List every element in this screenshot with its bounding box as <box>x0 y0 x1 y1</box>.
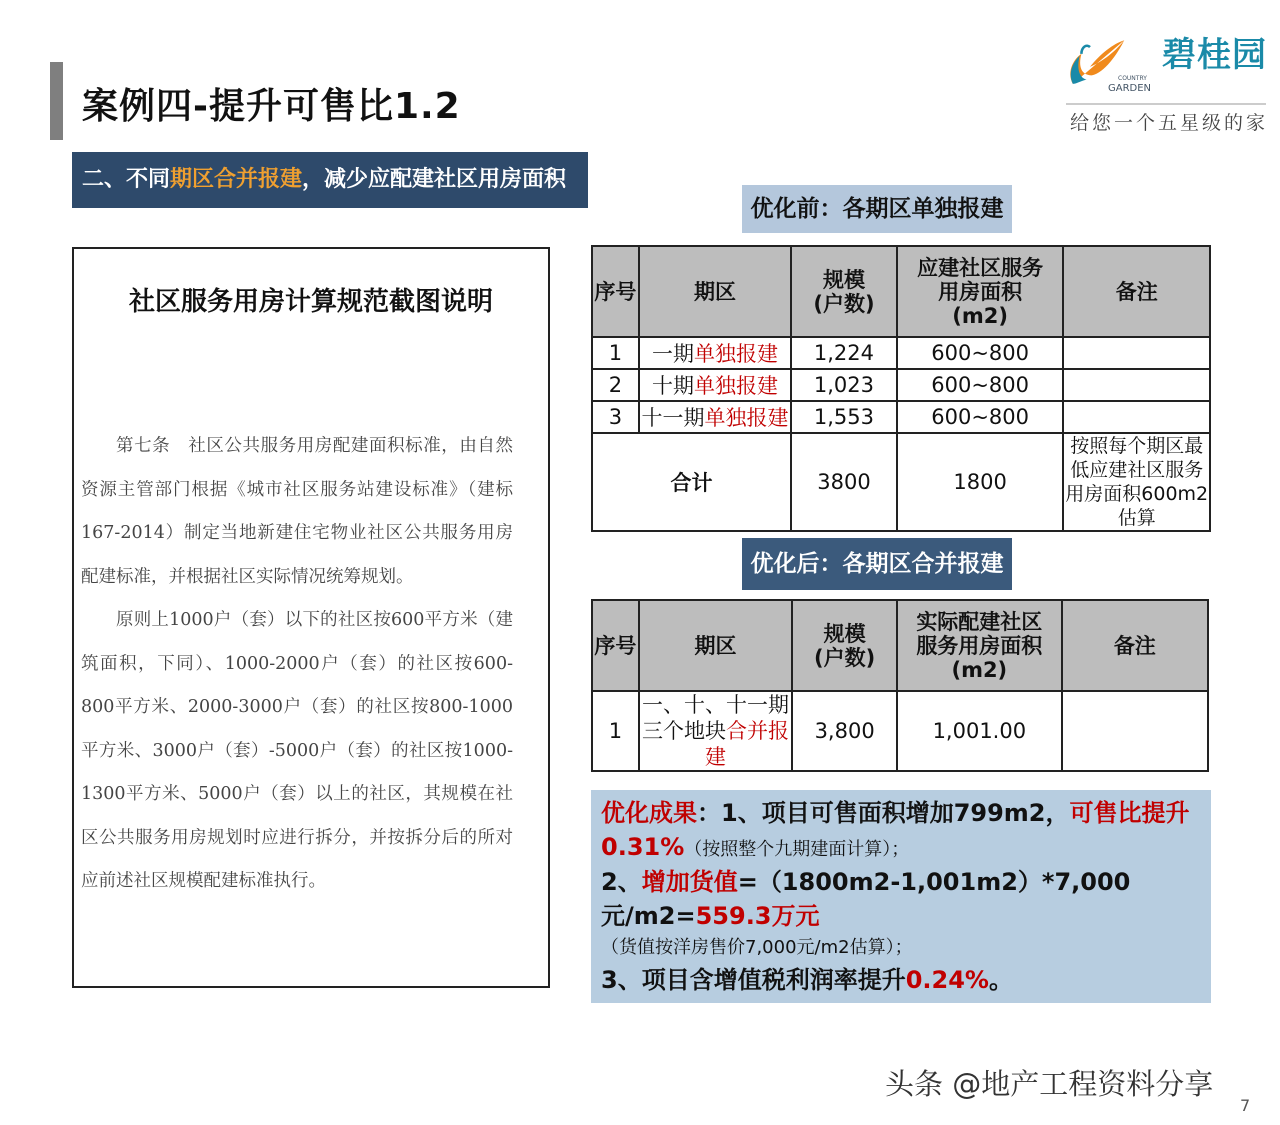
table-row: 1 一期单独报建 1,224 600~800 <box>592 337 1210 369</box>
after-table <box>591 599 1209 772</box>
table-row: 2 十期单独报建 1,023 600~800 <box>592 369 1210 401</box>
excerpt-heading: 社区服务用房计算规范截图说明 <box>128 287 493 317</box>
table-header: 序号 期区 规模 (户数) 应建社区服务 用房面积 (m2) 备注 <box>592 246 1210 337</box>
before-label: 优化前：各期区单独报建 <box>742 185 1012 233</box>
logo-cn: 碧桂园 <box>1162 35 1267 75</box>
regulation-excerpt-box <box>72 247 550 988</box>
table-row: 1 一、十、十一期三个地块合并报建 3,800 1,001.00 <box>592 691 1208 771</box>
page-number: 7 <box>1240 1096 1251 1115</box>
country-garden-logo <box>1060 25 1275 145</box>
title-accent-bar <box>50 62 63 140</box>
excerpt-text: 第七条 社区公共服务用房配建面积标准，由自然资源主管部门根据《城市社区服务站建设标准》（建标167-2014）制定当地新建住宅物业社区公共服务用房配建标准，并根据社区实际情况统筹规划。 原则上1000户（套）以下的社区按600平方米（建筑面积，下同）、1000-2000户（套）的社区按600-800平方米、2000-3000户（套）的社区按800-1000平方米、3000户（套）-5000户（套）的社区按1000-1300平方米、5000户（套）以上的社区，其规模在社区公共服务用房规划时应进行拆分，并按拆分后的所对应前述社区规模配建标准执行。 <box>81 436 513 891</box>
logo-swoosh-icon <box>1066 35 1126 90</box>
total-row: 合计 3800 1800 按照每个期区最低应建社区服务用房面积600m2估算 <box>592 433 1210 531</box>
logo-en-top: COUNTRY <box>1118 75 1147 82</box>
logo-divider <box>1066 103 1266 105</box>
logo-slogan: 给您一个五星级的家 <box>1070 112 1269 134</box>
before-table <box>591 245 1211 532</box>
logo-en-bottom: GARDEN <box>1108 83 1152 94</box>
optimization-result-box: 优化成果：1、项目可售面积增加799m2，可售比提升0.31%（按照整个九期建面计算）； 2、增加货值=（1800m2-1,001m2）*7,000元/m2=559.3万元 （货值按洋房售价7,000元/m2估算）； 3、项目含增值税利润率提升0.24%。 <box>591 790 1211 1003</box>
watermark: 头条 @地产工程资料分享 <box>885 1067 1214 1101</box>
table-header: 序号 期区 规模 (户数) 实际配建社区 服务用房面积 (m2) 备注 <box>592 600 1208 691</box>
table-row: 3 十一期单独报建 1,553 600~800 <box>592 401 1210 433</box>
section-banner: 二、不同期区合并报建，减少应配建社区用房面积 <box>72 152 588 208</box>
page-title: 案例四-提升可售比1.2 <box>82 86 461 127</box>
after-label: 优化后：各期区合并报建 <box>742 538 1012 590</box>
